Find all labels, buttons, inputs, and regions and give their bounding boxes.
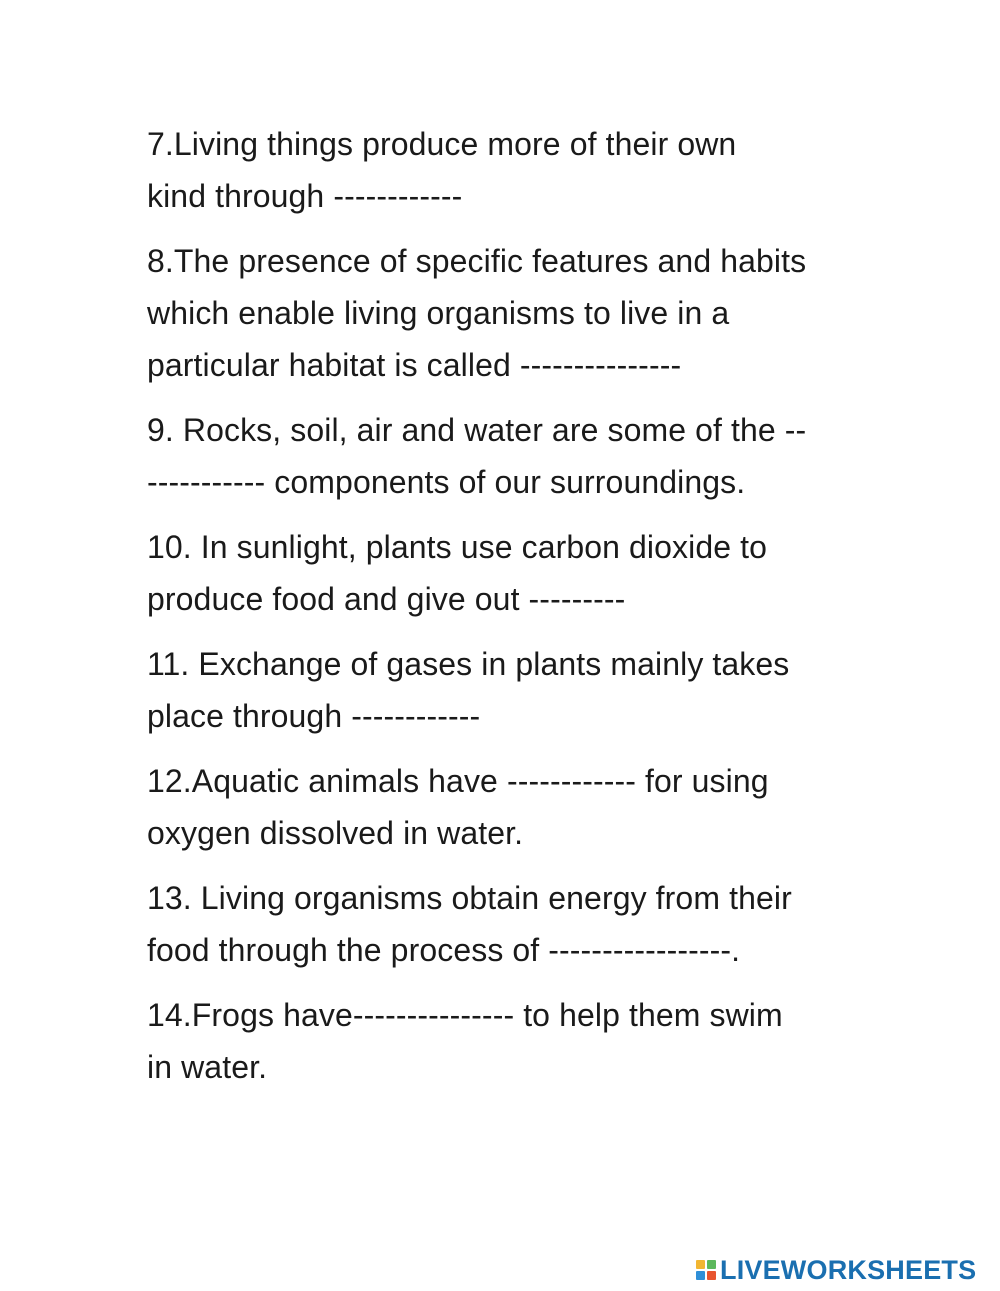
worksheet-questions xyxy=(147,118,887,1106)
question-12: 12.Aquatic animals have ------------ for using oxygen dissolved in water. xyxy=(147,763,769,851)
liveworksheets-logo-icon xyxy=(696,1260,716,1280)
logo-square-1 xyxy=(696,1260,705,1269)
question-7: 7.Living things produce more of their own kind through ------------ xyxy=(147,126,737,214)
question-14: 14.Frogs have--------------- to help them swim in water. xyxy=(147,997,783,1085)
liveworksheets-brand xyxy=(696,1255,976,1285)
logo-square-4 xyxy=(707,1271,716,1280)
question-9: 9. Rocks, soil, air and water are some of the -- ----------- components of our surroundings. xyxy=(147,412,807,500)
question-11: 11. Exchange of gases in plants mainly takes place through ------------ xyxy=(147,646,790,734)
question-8: 8.The presence of specific features and habits which enable living organisms to live in a particular habitat is called --------------- xyxy=(147,243,807,383)
logo-square-3 xyxy=(696,1271,705,1280)
logo-square-2 xyxy=(707,1260,716,1269)
question-13: 13. Living organisms obtain energy from their food through the process of -----------------. xyxy=(147,880,792,968)
brand-name: LIVEWORKSHEETS xyxy=(720,1254,977,1285)
question-10: 10. In sunlight, plants use carbon dioxide to produce food and give out --------- xyxy=(147,529,768,617)
